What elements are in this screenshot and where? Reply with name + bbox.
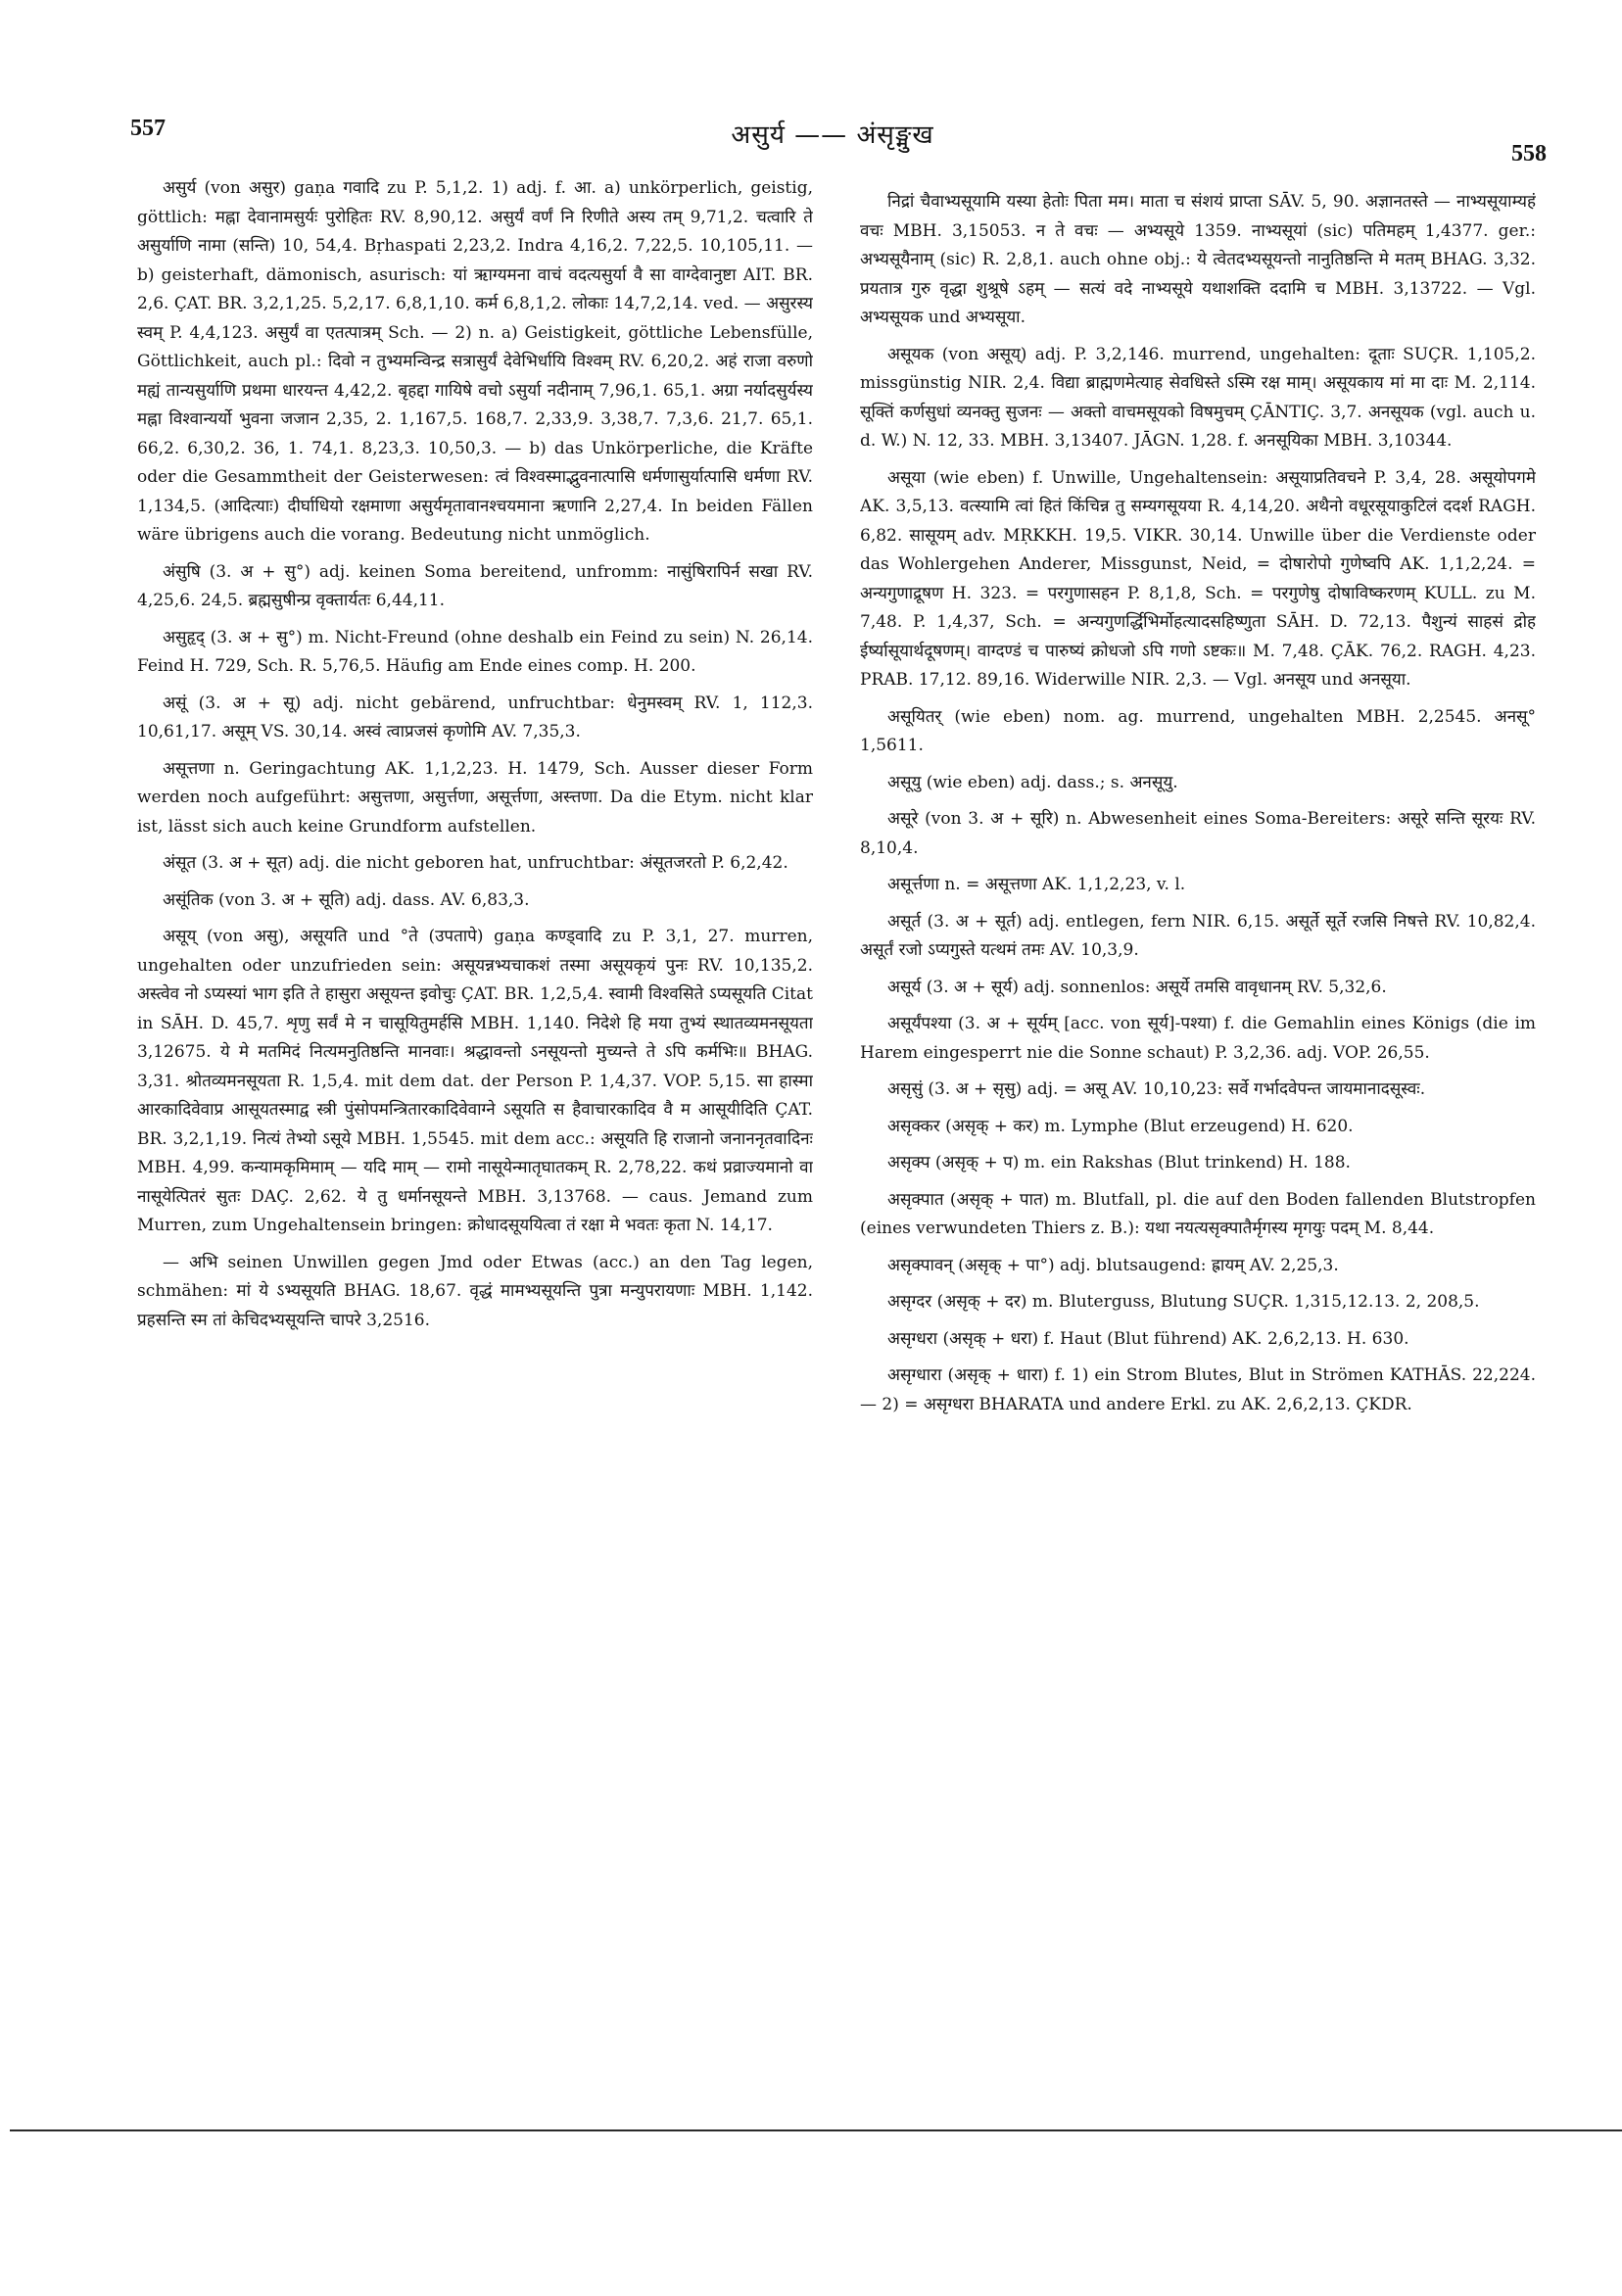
dictionary-entry: असूय् (von असु), असूयति und °ते (उपतापे) gaṇa कण्ड्वादि zu P. 3,1, 27. murren, ungehalten oder unzufrieden sein: असूयन्नभ्यचाकशं तस्मा असूयकृयं पुनः RV. 10,135,2. अस्त्वेव नो ऽप्यस्यां भाग इति ते हासुरा असूयन्त इवोचुः ÇAT. BR. 1,2,5,4. स्वामी विश्वसिते ऽप्यसूयति Citat in SĀH. D. 45,7. शृणु सर्वं मे न चासूयितुमर्हसि MBH. 1,140. निदेशे हि मया तुभ्यं स्थातव्यमनसूयता 3,12675. ये मे मतमिदं नित्यमनुतिष्ठन्ति मानवाः। श्रद्धावन्तो ऽनसूयन्तो मुच्यन्ते ते ऽपि कर्मभिः॥ BHAG. 3,31. श्रोतव्यमनसूयता R. 1,5,4. mit dem dat. der Person P. 1,4,37. VOP. 5,15. सा हास्मा आरकादिवेवाप्र आसूयतस्माद्व स्त्री पुंसोपमन्त्रितारकादिवेवाग्ने ऽसूयति स हैवाचारकादिव वै म आसूयीदिति ÇAT. BR. 3,2,1,19. नित्यं तेभ्यो ऽसूये MBH. 1,5545. mit dem acc.: असूयति हि राजानो जनाननृतवादिनः MBH. 4,99. कन्यामकृमिमाम् — यदि माम् — रामो नासूयेन्मातृघातकम् R. 2,78,22. कथं प्रव्राज्यमानो वा नासूयेत्पितरं सुतः DAÇ. 2,62. ये तु धर्मानसूयन्ते MBH. 3,13768. — caus. Jemand zum Murren, zum Ungehaltensein bringen: क्रोधादसूययित्वा तं रक्षा मे भवतः कृता N. 14,17. xyxy=(137,927,813,1235)
page-number-left: 557 xyxy=(130,116,166,141)
left-column xyxy=(137,174,813,2241)
dictionary-entry: असुहृद् (3. अ + सु°) m. Nicht-Freund (ohne deshalb ein Feind zu sein) N. 26,14. Feind H. 729, Sch. R. 5,76,5. Häufig am Ende eines comp. H. 200. xyxy=(137,627,813,676)
dictionary-entry: असृग्दर (असृक् + दर) m. Bluterguss, Blutung SUÇR. 1,315,12.13. 2, 208,5. xyxy=(887,1292,1480,1312)
running-head: असुर्य —— अंसृङ्मुख xyxy=(731,120,934,150)
dictionary-entry: निद्रां चैवाभ्यसूयामि यस्या हेतोः पिता मम। माता च संशयं प्राप्ता SĀV. 5, 90. अज्ञानतस्ते — नाभ्यसूयाम्यहं वचः MBH. 3,15053. न ते वचः — अभ्यसूये 1359. नाभ्यसूयां (sic) पतिमहम् 1,4377. ger.: अभ्यसूयैनाम् (sic) R. 2,8,1. auch ohne obj.: ये त्वेतदभ्यसूयन्तो नानुतिष्ठन्ति मे मतम् BHAG. 3,32. प्रयतात्र गुरु वृद्धा शुश्रूषे ऽहम् — सत्यं वदे नाभ्यसूये यथाशक्ति ददामि च MBH. 3,13722. — Vgl. अभ्यसूयक und अभ्यसूया. xyxy=(860,192,1536,327)
dictionary-entry: अंसुषि (3. अ + सु°) adj. keinen Soma bereitend, unfromm: नासुंषिरापिर्न सखा RV. 4,25,6. 24,5. ब्रह्मसुषीन्प्र वृक्तार्यतः 6,44,11. xyxy=(137,561,813,610)
dictionary-entry: असुर्य (von असुर) gaṇa गवादि zu P. 5,1,2. 1) adj. f. आ. a) unkörperlich, geistig, göttlich: मह्ना देवानामसुर्यः पुरोहितः RV. 8,90,12. असुर्यं वर्णं नि रिणीते अस्य तम् 9,71,2. चत्वारि ते असुर्याणि नामा (सन्ति) 10, 54,4. Bṛhaspati 2,23,2. Indra 4,16,2. 7,22,5. 10,105,11. — b) geisterhaft, dämonisch, asurisch: यां ऋाग्यमना वाचं वदत्यसुर्या वै सा वाग्देवानुष्टा AIT. BR. 2,6. ÇAT. BR. 3,2,1,25. 5,2,17. 6,8,1,10. कर्म 6,8,1,2. लोकाः 14,7,2,14. ved. — असुरस्य स्वम् P. 4,4,123. असुर्यं वा एतत्पात्रम् Sch. — 2) n. a) Geistigkeit, göttliche Lebensfülle, Göttlichkeit, auch pl.: दिवो न तुभ्यमन्विन्द्र सत्रासुर्यं देवेभिर्धायि विश्वम् RV. 6,20,2. अहं राजा वरुणो मह्यं तान्यसुर्याणि प्रथमा धारयन्त 4,42,2. बृहद्दा गायिषे वचो ऽसुर्या नदीनाम् 7,96,1. 65,1. अग्रा नर्यादसुर्यस्य मह्ना विश्वान्यर्यो भुवना जजान 2,35, 2. 1,167,5. 168,7. 2,33,9. 3,38,7. 7,3,6. 21,7. 65,1. 66,2. 6,30,2. 36, 1. 74,1. 8,23,3. 10,50,3. — b) das Unkörperliche, die Kräfte oder die Gesammtheit der Geisterwesen: त्वं विश्वस्माद्भुवनात्पासि धर्मणासुर्यात्पासि धर्मणा RV. 1,134,5. (आदित्याः) दीर्घाधियो रक्षमाणा असुर्यमृतावानश्चयमाना ऋणानि 2,27,4. In beiden Fällen wäre übrigens auch die vorang. Bedeutung nicht unmöglich. xyxy=(137,178,813,545)
right-column xyxy=(860,188,1536,2255)
dictionary-entry: असृक्पात (असृक् + पात) m. Blutfall, pl. die auf den Boden fallenden Blutstropfen (eines verwundeten Thiers z. B.): यथा नयत्यसृक्पातैर्मृगस्य मृगयुः पदम् M. 8,44. xyxy=(860,1189,1536,1238)
dictionary-entry: असूयु (wie eben) adj. dass.; s. अनसूयु. xyxy=(887,772,1178,792)
bottom-rule xyxy=(10,2129,1622,2131)
dictionary-entry: असृक्कर (असृक् + कर) m. Lymphe (Blut erzeugend) H. 620. xyxy=(887,1116,1354,1136)
dictionary-entry: असूयक (von असूय्) adj. P. 3,2,146. murrend, ungehalten: दूताः SUÇR. 1,105,2. missgünstig NIR. 2,4. विद्या ब्राह्मणमेत्याह सेवधिस्ते ऽस्मि रक्ष माम्। असूयकाय मां मा दाः M. 2,114. सूक्तिं कर्णसुधां व्यनक्तु सुजनः — अक्तो वाचमसूयको विषमुचम् ÇĀNTIÇ. 3,7. अनसूयक (vgl. auch u. d. W.) N. 12, 33. MBH. 3,13407. JĀGN. 1,28. f. अनसूयिका MBH. 3,10344. xyxy=(860,344,1536,451)
dictionary-entry: असृसुं (3. अ + सृसु) adj. = असू AV. 10,10,23: सर्वे गर्भादवेपन्त जायमानादसूस्वः. xyxy=(887,1079,1426,1099)
dictionary-entry: असृक्प (असृक् + प) m. ein Rakshas (Blut trinkend) H. 188. xyxy=(887,1153,1351,1172)
dictionary-entry: असूंतिक (von 3. अ + सूति) adj. dass. AV. 6,83,3. xyxy=(163,889,530,910)
dictionary-entry: असूर्त्तणा n. = असूत्तणा AK. 1,1,2,23, v. l. xyxy=(887,875,1186,894)
dictionary-entry: असूरे (von 3. अ + सूरि) n. Abwesenheit eines Soma-Bereiters: असूरे सन्ति सूरयः RV. 8,10,4. xyxy=(860,809,1536,858)
dictionary-entry: अंसूत (3. अ + सूत) adj. die nicht geboren hat, unfruchtbar: अंसूतजरतो P. 6,2,42. xyxy=(163,853,788,873)
page-number-right: 558 xyxy=(1511,141,1547,167)
dictionary-entry: असूर्य (3. अ + सूर्य) adj. sonnenlos: असूर्ये तमसि वावृधानम् RV. 5,32,6. xyxy=(887,977,1387,997)
dictionary-entry: असूर्त (3. अ + सूर्त) adj. entlegen, fern NIR. 6,15. असूर्ते सूर्ते रजसि निषत्ते RV. 10,82,4. असूर्तं रजो ऽप्यगुस्ते यत्थमं तमः AV. 10,3,9. xyxy=(860,911,1536,960)
dictionary-entry: असूत्तणा n. Geringachtung AK. 1,1,2,23. H. 1479, Sch. Ausser dieser Form werden noch aufgeführt: असुत्तणा, असुर्त्तणा, असूर्त्तणा, अस्त्तणा. Da die Etym. nicht klar ist, lässt sich auch keine Grundform aufstellen. xyxy=(137,758,813,837)
dictionary-entry: असूं (3. अ + सू) adj. nicht gebärend, unfruchtbar: धेनुमस्वम् RV. 1, 112,3. 10,61,17. असूम् VS. 30,14. अस्वं त्वाप्रजसं कृणोमि AV. 7,35,3. xyxy=(137,693,813,741)
dictionary-entry: असूया (wie eben) f. Unwille, Ungehaltensein: असूयाप्रतिवचने P. 3,4, 28. असूयोपगमे AK. 3,5,13. वत्स्यामि त्वां हितं किंचिन्न तु सम्यगसूयया R. 4,14,20. अथैनो वधूरसूयाकुटिलं ददर्श RAGH. 6,82. सासूयम् adv. MṚKKH. 19,5. VIKR. 30,14. Unwille über die Verdienste oder das Wohlergehen Anderer, Missgunst, Neid, = दोषारोपो गुणेष्वपि AK. 1,1,2,24. = अन्यगुणाद्रूषण H. 323. = परगुणासहन P. 8,1,8, Sch. = परगुणेषु दोषाविष्करणम् KULL. zu M. 7,48. P. 1,4,37, Sch. = अन्यगुणर्द्धिभिर्मोहत्यादसहिष्णुता SĀH. D. 72,13. पैशुन्यं साहसं द्रोह ईर्ष्यासूयार्थदूषणम्। वाग्दण्डं च पारुष्यं क्रोधजो ऽपि गणो ऽष्टकः॥ M. 7,48. ÇĀK. 76,2. RAGH. 4,23. PRAB. 17,12. 89,16. Widerwille NIR. 2,3. — Vgl. अनसूय und अनसूया. xyxy=(860,467,1536,690)
dictionary-entry: — अभि seinen Unwillen gegen Jmd oder Etwas (acc.) an den Tag legen, schmähen: मां ये ऽभ्यसूयति BHAG. 18,67. वृद्धं मामभ्यसूयन्ति पुत्रा मन्युपरायणाः MBH. 1,142. प्रहसन्ति स्म तां केचिदभ्यसूयन्ति चापरे 3,2516. xyxy=(137,1252,813,1330)
dictionary-entry: असूयितर् (wie eben) nom. ag. murrend, ungehalten MBH. 2,2545. अनसू° 1,5611. xyxy=(860,706,1536,755)
dictionary-entry: असृक्पावन् (असृक् + पा°) adj. blutsaugend: ह्रायम् AV. 2,25,3. xyxy=(887,1255,1339,1275)
dictionary-entry: असूर्यंपश्या (3. अ + सूर्यम् [acc. von सूर्य]-पश्या) f. die Gemahlin eines Königs (die im Harem eingesperrt nie die Sonne schaut) P. 3,2,36. adj. VOP. 26,55. xyxy=(860,1014,1536,1063)
dictionary-entry: असृग्धरा (असृक् + धरा) f. Haut (Blut führend) AK. 2,6,2,13. H. 630. xyxy=(887,1328,1409,1349)
dictionary-entry: असृग्धारा (असृक् + धारा) f. 1) ein Strom Blutes, Blut in Strömen KATHĀS. 22,224. — 2) = असृग्धरा BHARATA und andere Erkl. zu AK. 2,6,2,13. ÇKDR. xyxy=(860,1365,1536,1414)
